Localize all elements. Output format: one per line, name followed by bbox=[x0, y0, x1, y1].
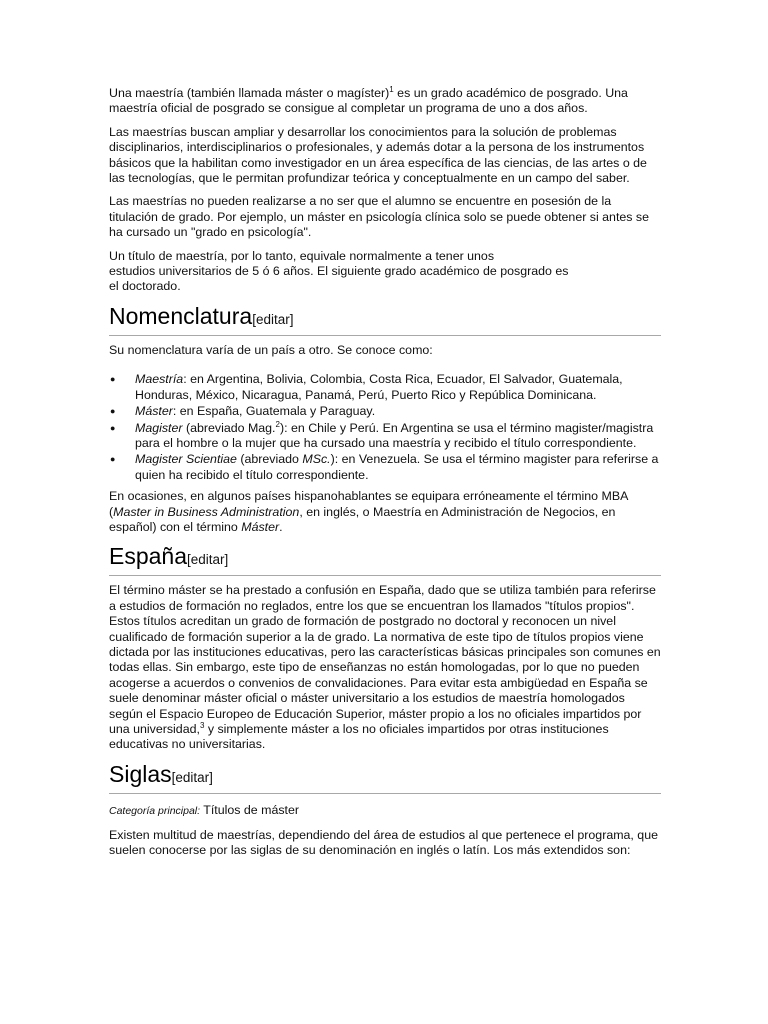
bullet-icon: ● bbox=[110, 422, 116, 433]
nomenclatura-list bbox=[109, 372, 661, 483]
edit-link[interactable]: [editar] bbox=[252, 311, 294, 327]
term-description: ): en Venezuela. Se usa el término magister para referirse a quien ha recibido el título correspondiente. bbox=[135, 452, 659, 482]
intro-line: el doctorado. bbox=[109, 279, 181, 294]
intro-paragraph-3: Las maestrías no pueden realizarse a no ser que el alumno se encuentre en posesión de la titulación de grado. Por ejemplo, un máster en psicología clínica solo se puede obtener si antes se ha cursado un "grado en psicología". bbox=[109, 194, 650, 240]
term: Maestría bbox=[135, 372, 184, 387]
term-abbreviation: (abreviado Mag. bbox=[182, 420, 276, 435]
outro-text: . bbox=[279, 519, 283, 534]
list-item bbox=[110, 452, 661, 483]
term-abbreviation: (abreviado bbox=[236, 452, 303, 467]
outro-text: En ocasiones, en algunos países hispanohablantes se equipara erróneamente el término MBA ( bbox=[109, 489, 628, 519]
term-description: ): en Chile y Perú. En Argentina se usa el término magister/magistra para el hombre o la mujer que ha cursado una maestría y recibido el título correspondiente. bbox=[135, 420, 654, 450]
category-link[interactable]: Títulos de máster bbox=[200, 802, 299, 817]
term-description: : en Argentina, Bolivia, Colombia, Costa Rica, Ecuador, El Salvador, Guatemala, Honduras, México, Nicaragua, Panamá, Perú, Puerto Rico y República Dominicana. bbox=[135, 372, 623, 402]
term: Magister bbox=[135, 420, 183, 435]
heading-text: Siglas bbox=[109, 760, 172, 787]
list-item bbox=[110, 404, 661, 419]
footnote-ref-2[interactable]: 2 bbox=[275, 419, 280, 429]
outro-text: , en inglés, o Maestría en Administración de Negocios, en español) con el término bbox=[109, 504, 616, 534]
heading-text: España bbox=[109, 543, 188, 570]
intro-text: Una maestría (también llamada máster o magíster) bbox=[109, 86, 390, 100]
nomenclatura-intro: Su nomenclatura varía de un país a otro. Se conoce como: bbox=[109, 342, 433, 357]
nomenclatura-outro bbox=[109, 489, 661, 535]
intro-line: Un título de maestría, por lo tanto, equivale normalmente a tener unos bbox=[109, 248, 495, 263]
outro-emphasis: Máster bbox=[241, 519, 280, 534]
term: Máster bbox=[135, 404, 173, 419]
term-abbreviation-value: MSc. bbox=[302, 452, 331, 467]
footnote-ref-1[interactable]: 1 bbox=[389, 85, 394, 94]
article-body bbox=[109, 86, 661, 867]
edit-link[interactable]: [editar] bbox=[187, 552, 229, 568]
siglas-paragraph: Existen multitud de maestrías, dependiendo del área de estudios al que pertenece el programa, que suelen conocerse por las siglas de su denominación en inglés o latín. Los más extendidos son: bbox=[109, 827, 658, 858]
intro-paragraph-1 bbox=[109, 86, 661, 117]
term: Magister Scientiae bbox=[135, 452, 237, 467]
bullet-icon: ● bbox=[110, 406, 116, 417]
intro-line: estudios universitarios de 5 ó 6 años. El siguiente grado académico de posgrado es bbox=[109, 264, 569, 279]
espana-text: El término máster se ha prestado a confusión en España, dado que se utiliza también para referirse a estudios de formación no reglados, entre los que se encuentran los llamados "títulos propios". Estos títulos acreditan un grado de formación de postgrado no doctoral y reconocen un nivel cualificado de formación superior a la de grado. La normativa de este tipo de títulos propios viene dictada por las instituciones educativas, pero las características básicas principales son comunes en todas ellas. Sin embargo, este tipo de enseñanzas no están homologadas, por lo que no pueden acogerse a acuerdos o convenios de convalidaciones. Para evitar esta ambigüedad en España se suele denominar máster oficial o máster universitario a los estudios de maestría homologados según el Espacio Europeo de Educación Superior, máster propio a los no oficiales impartidos por una universidad, bbox=[109, 583, 661, 736]
list-item bbox=[110, 372, 661, 403]
category-line bbox=[109, 801, 661, 819]
heading-espana bbox=[109, 543, 661, 576]
bullet-icon: ● bbox=[110, 374, 116, 385]
list-item bbox=[110, 419, 661, 452]
espana-paragraph bbox=[109, 583, 661, 752]
heading-text: Nomenclatura bbox=[109, 302, 253, 329]
heading-siglas bbox=[109, 761, 661, 794]
bullet-icon: ● bbox=[110, 454, 116, 465]
outro-emphasis: Master in Business Administration bbox=[113, 504, 300, 519]
intro-paragraph-2: Las maestrías buscan ampliar y desarrollar los conocimientos para la solución de problemas disciplinarios, interdisciplinarios o profesionales, y además dotar a la persona de los instrumentos básicos que la habilitan como investigador en un área específica de las ciencias, de las artes o de las tecnologías, que le permitan profundizar teórica y conceptualmente en un campo del saber. bbox=[109, 124, 647, 186]
footnote-ref-3[interactable]: 3 bbox=[199, 721, 205, 730]
heading-nomenclatura bbox=[109, 303, 661, 336]
espana-text: y simplemente máster a los no oficiales impartidos por otras instituciones educativas no universitarias. bbox=[109, 722, 609, 752]
intro-text: es un grado académico de posgrado. Una maestría oficial de posgrado se consigue al completar un programa de uno a dos años. bbox=[109, 86, 628, 116]
edit-link[interactable]: [editar] bbox=[171, 769, 213, 785]
category-label: Categoría principal: bbox=[109, 804, 201, 817]
term-description: : en España, Guatemala y Paraguay. bbox=[172, 404, 376, 419]
intro-paragraph-4 bbox=[109, 249, 661, 295]
